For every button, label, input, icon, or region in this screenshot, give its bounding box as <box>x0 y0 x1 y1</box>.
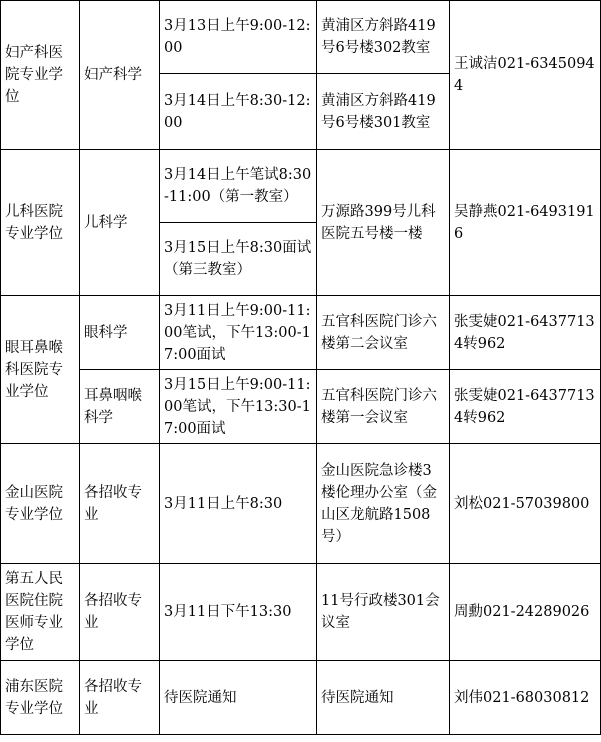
table-row <box>1 370 601 444</box>
time-cell: 3月11日上午9:00-11:00笔试，下午13:00-17:00面试 <box>160 296 317 370</box>
contact-cell: 刘伟021-68030812 <box>450 661 601 735</box>
time-cell: 3月14日上午笔试8:30-11:00（第一教室） <box>160 150 317 223</box>
specialty-cell: 各招收专业 <box>80 444 160 564</box>
table-row <box>1 1 601 74</box>
place-cell: 金山医院急诊楼3楼伦理办公室（金山区龙航路1508号） <box>317 444 450 564</box>
specialty-cell: 儿科学 <box>80 150 160 296</box>
contact-cell: 张雯婕021-64377134转962 <box>450 370 601 444</box>
place-cell: 待医院通知 <box>317 661 450 735</box>
institute-cell: 金山医院专业学位 <box>1 444 80 564</box>
place-cell: 11号行政楼301会议室 <box>317 564 450 661</box>
time-cell: 3月11日下午13:30 <box>160 564 317 661</box>
place-cell: 五官科医院门诊六楼第一会议室 <box>317 370 450 444</box>
time-cell: 3月14日上午8:30-12:00 <box>160 74 317 150</box>
institute-cell: 第五人民医院住院医师专业学位 <box>1 564 80 661</box>
place-cell: 五官科医院门诊六楼第二会议室 <box>317 296 450 370</box>
contact-cell: 吴静燕021-64931916 <box>450 150 601 296</box>
specialty-cell: 各招收专业 <box>80 661 160 735</box>
table-row <box>1 444 601 564</box>
table-row <box>1 150 601 223</box>
institute-cell: 妇产科医院专业学位 <box>1 1 80 150</box>
specialty-cell: 妇产科学 <box>80 1 160 150</box>
place-cell: 黄浦区方斜路419号6号楼302教室 <box>317 1 450 74</box>
contact-cell: 周勳021-24289026 <box>450 564 601 661</box>
institute-cell: 浦东医院专业学位 <box>1 661 80 735</box>
time-cell: 3月11日上午8:30 <box>160 444 317 564</box>
time-cell: 3月13日上午9:00-12:00 <box>160 1 317 74</box>
table-row <box>1 564 601 661</box>
contact-cell: 刘松021-57039800 <box>450 444 601 564</box>
time-cell: 3月15日上午9:00-11:00笔试，下午13:30-17:00面试 <box>160 370 317 444</box>
time-cell: 3月15日上午8:30面试（第三教室） <box>160 223 317 296</box>
contact-cell: 张雯婕021-64377134转962 <box>450 296 601 370</box>
specialty-cell: 耳鼻咽喉科学 <box>80 370 160 444</box>
specialty-cell: 各招收专业 <box>80 564 160 661</box>
time-cell: 待医院通知 <box>160 661 317 735</box>
place-cell: 万源路399号儿科医院五号楼一楼 <box>317 150 450 296</box>
institute-cell: 儿科医院专业学位 <box>1 150 80 296</box>
table-row <box>1 296 601 370</box>
table-row <box>1 661 601 735</box>
specialty-cell: 眼科学 <box>80 296 160 370</box>
place-cell: 黄浦区方斜路419号6号楼301教室 <box>317 74 450 150</box>
contact-cell: 王诚洁021-63450944 <box>450 1 601 150</box>
institute-cell: 眼耳鼻喉科医院专业学位 <box>1 296 80 444</box>
